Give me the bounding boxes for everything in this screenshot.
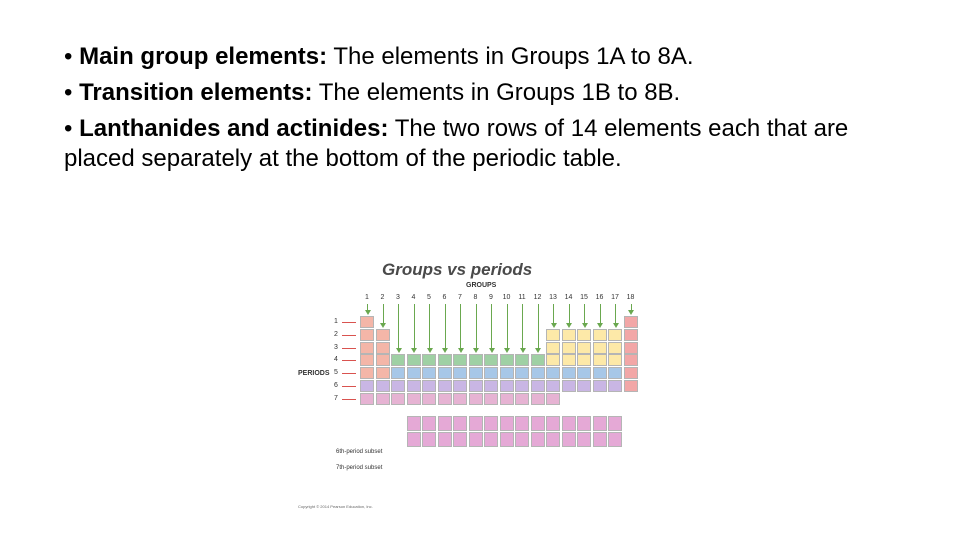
element-cell [546, 380, 560, 392]
group-number: 17 [611, 294, 619, 301]
group-arrow [615, 304, 616, 323]
element-cell [438, 380, 452, 392]
f-block-cell [469, 432, 483, 447]
period-number: 5 [334, 369, 338, 377]
group-arrow [491, 304, 492, 348]
group-number: 13 [549, 294, 557, 301]
element-cell [562, 342, 576, 354]
element-cell [562, 354, 576, 366]
arrow-head-icon [396, 348, 402, 353]
arrow-head-icon [597, 323, 603, 328]
element-cell [531, 393, 545, 405]
arrow-head-icon [582, 323, 588, 328]
f-block-cell [484, 432, 498, 447]
f-block-cell [500, 432, 514, 447]
group-number: 11 [518, 294, 526, 301]
f-block-cell [407, 432, 421, 447]
element-cell [546, 393, 560, 405]
element-cell [577, 342, 591, 354]
f-block-cell [608, 432, 622, 447]
group-number: 5 [427, 294, 431, 301]
element-cell [469, 393, 483, 405]
arrow-head-icon [551, 323, 557, 328]
element-cell [546, 342, 560, 354]
group-arrow [600, 304, 601, 323]
period-number: 6 [334, 382, 338, 389]
element-cell [608, 354, 622, 366]
f-block-cell [546, 416, 560, 431]
f-block-cell [546, 432, 560, 447]
element-cell [577, 329, 591, 341]
element-cell [624, 316, 638, 328]
element-cell [422, 354, 436, 366]
periodic-table-figure [296, 258, 636, 514]
element-cell [469, 380, 483, 392]
group-arrow [414, 304, 415, 348]
arrow-head-icon [535, 348, 541, 353]
element-cell [500, 367, 514, 379]
arrow-head-icon [504, 348, 510, 353]
element-cell [360, 367, 374, 379]
element-cell [453, 367, 467, 379]
element-cell [624, 329, 638, 341]
f-block-cell [562, 416, 576, 431]
element-cell [360, 380, 374, 392]
f-block-cell [438, 416, 452, 431]
element-cell [484, 393, 498, 405]
figure-title: Groups vs periods [382, 260, 533, 279]
element-cell [593, 342, 607, 354]
element-cell [360, 342, 374, 354]
period-arrow [342, 322, 356, 323]
element-cell [484, 380, 498, 392]
group-arrow [569, 304, 570, 323]
group-number: 4 [411, 294, 416, 301]
element-cell [407, 393, 421, 405]
element-cell [376, 354, 390, 366]
period-arrow [342, 399, 356, 400]
element-cell [453, 354, 467, 366]
f-block-cell [577, 432, 591, 447]
group-number: 6 [442, 294, 447, 301]
element-cell [469, 367, 483, 379]
f-block-cell [469, 416, 483, 431]
element-cell [422, 367, 436, 379]
period-arrow [342, 360, 356, 361]
group-arrow [553, 304, 554, 323]
group-arrow [429, 304, 430, 348]
group-number: 1 [365, 294, 369, 301]
group-number: 18 [626, 294, 635, 301]
element-cell [546, 329, 560, 341]
element-cell [391, 380, 405, 392]
group-number: 7 [458, 294, 462, 301]
bullet-term: Transition elements: [79, 79, 313, 106]
element-cell [360, 329, 374, 341]
element-cell [407, 354, 421, 366]
f-block-cell [531, 432, 545, 447]
element-cell [391, 367, 405, 379]
element-cell [546, 367, 560, 379]
element-cell [593, 329, 607, 341]
arrow-head-icon [365, 310, 371, 315]
element-cell [577, 354, 591, 366]
element-cell [376, 329, 390, 341]
element-cell [484, 354, 498, 366]
group-arrow [584, 304, 585, 323]
group-arrow [383, 304, 384, 323]
element-cell [360, 393, 374, 405]
f-block-cell [407, 416, 421, 431]
f-block-cell [422, 416, 436, 431]
group-arrow [522, 304, 523, 348]
bullet-text: The two rows of 14 elements each that are placed separately at the bottom of the periodic table. [64, 115, 849, 172]
element-cell [376, 380, 390, 392]
element-cell [515, 367, 529, 379]
group-number: 2 [380, 294, 385, 301]
groups-label: GROUPS [466, 282, 497, 289]
group-number: 3 [396, 294, 400, 301]
arrow-head-icon [427, 348, 433, 353]
element-cell [422, 393, 436, 405]
f-block-cell [515, 416, 529, 431]
element-cell [376, 393, 390, 405]
element-cell [593, 367, 607, 379]
element-cell [453, 380, 467, 392]
element-cell [531, 380, 545, 392]
arrow-head-icon [628, 310, 634, 315]
copyright-text: Copyright © 2014 Pearson Education, Inc. [298, 504, 373, 509]
f-block-cell [531, 416, 545, 431]
f-block-cell [593, 416, 607, 431]
f-block-cell [453, 432, 467, 447]
arrow-head-icon [458, 348, 464, 353]
f-block-cell [608, 416, 622, 431]
group-arrow [460, 304, 461, 348]
group-number: 14 [564, 294, 573, 301]
bullet-text: The elements in Groups 1B to 8B. [312, 79, 681, 106]
element-cell [438, 354, 452, 366]
element-cell [531, 367, 545, 379]
element-cell [562, 380, 576, 392]
element-cell [453, 393, 467, 405]
bullet-lanthanides: • Lanthanides and actinides: The two rows of 14 elements each that are placed separately at the bottom of the periodic table. [64, 115, 849, 172]
element-cell [360, 354, 374, 366]
arrow-head-icon [613, 323, 619, 328]
arrow-head-icon [411, 348, 417, 353]
arrow-head-icon [489, 348, 495, 353]
element-cell [391, 393, 405, 405]
element-cell [624, 380, 638, 392]
arrow-head-icon [442, 348, 448, 353]
element-cell [438, 367, 452, 379]
f-block-cell [577, 416, 591, 431]
element-cell [624, 342, 638, 354]
element-cell [484, 367, 498, 379]
element-cell [376, 367, 390, 379]
period-arrow [342, 373, 356, 374]
group-arrow [398, 304, 399, 348]
element-cell [608, 380, 622, 392]
element-cell [500, 393, 514, 405]
group-number: 12 [533, 294, 542, 301]
period-number: 2 [334, 330, 338, 338]
element-cell [515, 393, 529, 405]
element-cell [360, 316, 374, 328]
subset-label-6th: 6th-period subset [336, 449, 383, 455]
group-number: 8 [473, 294, 478, 301]
f-block-cell [453, 416, 467, 431]
bullet-text: The elements in Groups 1A to 8A. [327, 43, 694, 70]
f-block-cell [593, 432, 607, 447]
period-number: 7 [334, 394, 338, 402]
element-cell [562, 367, 576, 379]
element-cell [577, 367, 591, 379]
period-number: 3 [334, 343, 338, 351]
element-cell [562, 329, 576, 341]
element-cell [608, 342, 622, 354]
element-cell [608, 329, 622, 341]
element-cell [469, 354, 483, 366]
period-arrow [342, 335, 356, 336]
element-cell [515, 380, 529, 392]
group-number: 16 [595, 294, 604, 301]
group-arrow [476, 304, 477, 348]
group-arrow [538, 304, 539, 348]
group-number: 9 [489, 294, 493, 301]
element-cell [577, 380, 591, 392]
element-cell [531, 354, 545, 366]
element-cell [500, 380, 514, 392]
group-arrow [445, 304, 446, 348]
element-cell [515, 354, 529, 366]
arrow-head-icon [520, 348, 526, 353]
element-cell [407, 380, 421, 392]
element-cell [391, 354, 405, 366]
element-cell [546, 354, 560, 366]
element-cell [422, 380, 436, 392]
period-arrow [342, 386, 356, 387]
element-cell [608, 367, 622, 379]
element-cell [593, 380, 607, 392]
element-cell [500, 354, 514, 366]
bullet-term: Main group elements: [79, 43, 328, 70]
f-block-cell [515, 432, 529, 447]
element-cell [593, 354, 607, 366]
f-block-cell [500, 416, 514, 431]
bullet-term: Lanthanides and actinides: [79, 115, 389, 142]
element-cell [624, 354, 638, 366]
f-block-cell [562, 432, 576, 447]
bullet-list [64, 42, 904, 180]
f-block-cell [438, 432, 452, 447]
element-cell [407, 367, 421, 379]
group-number: 15 [580, 294, 588, 301]
period-number: 1 [334, 318, 338, 325]
element-cell [376, 342, 390, 354]
arrow-head-icon [473, 348, 479, 353]
arrow-head-icon [566, 323, 572, 328]
f-block-cell [484, 416, 498, 431]
group-arrow [507, 304, 508, 348]
subset-label-7th: 7th-period subset [336, 465, 383, 471]
group-number: 10 [502, 294, 511, 301]
arrow-head-icon [380, 323, 386, 328]
bullet-transition: • Transition elements: The elements in Groups 1B to 8B. [64, 79, 681, 106]
element-cell [624, 367, 638, 379]
element-cell [438, 393, 452, 405]
periods-label: PERIODS [298, 370, 330, 377]
period-arrow [342, 348, 356, 349]
f-block-cell [422, 432, 436, 447]
period-number: 4 [334, 356, 338, 364]
bullet-main-group: • Main group elements: The elements in Groups 1A to 8A. [64, 43, 694, 70]
